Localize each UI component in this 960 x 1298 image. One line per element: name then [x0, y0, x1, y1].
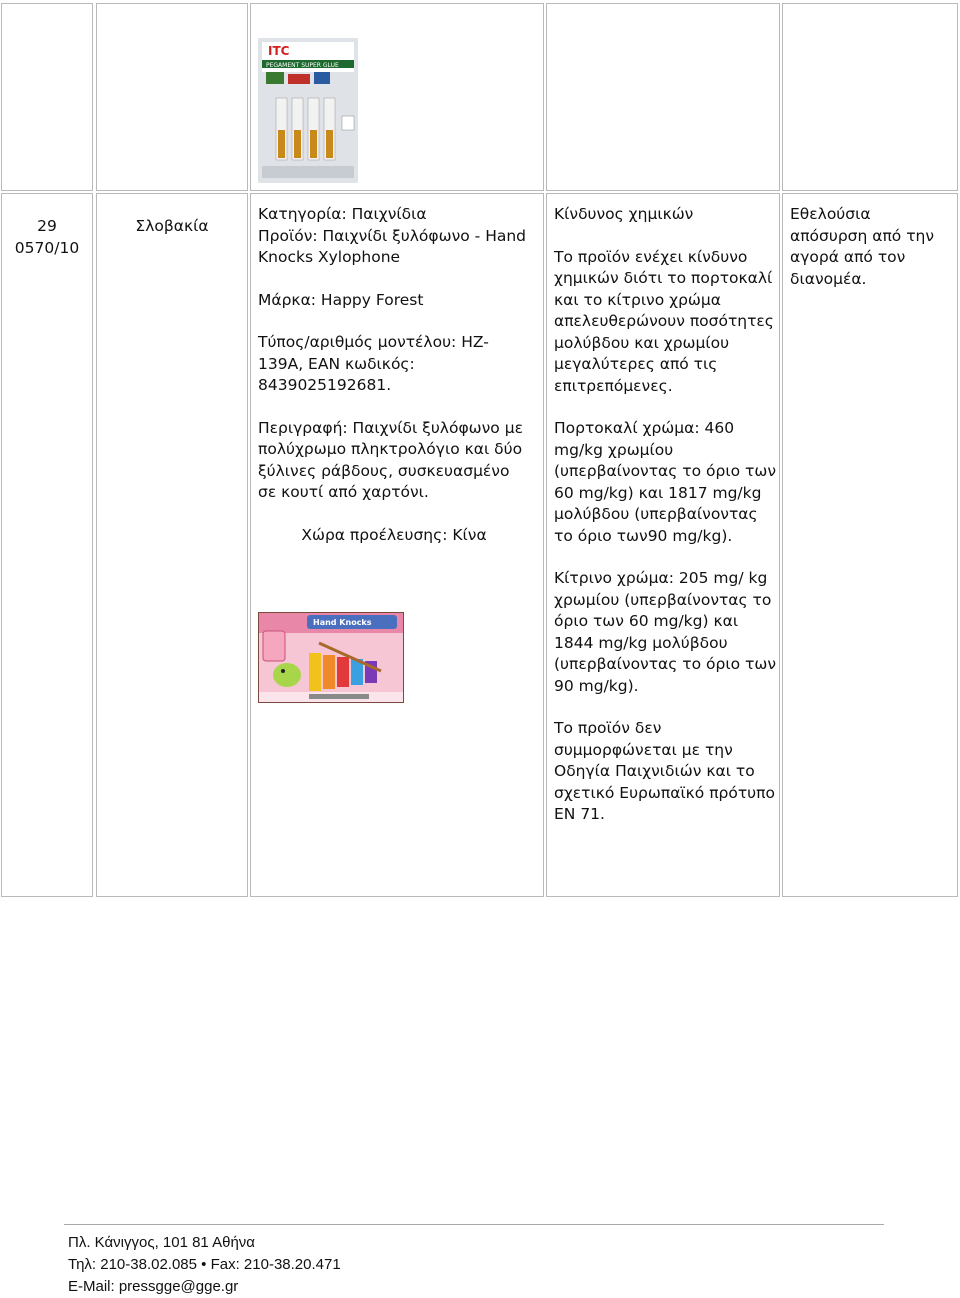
measures-text: Εθελούσια απόσυρση από την αγορά από τον διανομέα. — [790, 205, 935, 288]
country-name: Σλοβακία — [135, 217, 209, 235]
product-details — [258, 204, 530, 546]
xylophone-label-text: Hand Knocks — [313, 618, 372, 627]
top-row-cell-5 — [782, 3, 958, 191]
footer-divider — [64, 1224, 884, 1225]
risk-reason: Το προϊόν ενέχει κίνδυνο χημικών διότι το πορτοκαλί και το κίτρινο χρώμα απελευθερώνουν ποσότητες μολύβδου και χρωμίου μεγαλύτερες από τις επιτρεπόμενες. — [554, 247, 774, 395]
measures-cell — [782, 193, 958, 897]
footer-address: Πλ. Κάνιγγος, 101 81 Αθήνα — [68, 1234, 255, 1251]
product-category: Κατηγορία: Παιχνίδια — [258, 205, 427, 223]
country-block — [96, 216, 248, 238]
glue-brand-text: ITC — [268, 44, 290, 58]
measures-details — [790, 204, 950, 290]
entry-code: 0570/10 — [14, 238, 80, 257]
glue-product-image — [258, 38, 358, 183]
product-brand: Μάρκα: Happy Forest — [258, 290, 424, 309]
glue-label-text: PEGAMENT SUPER GLUE — [266, 62, 339, 69]
country-cell — [96, 193, 248, 897]
entry-number: 29 — [37, 217, 57, 235]
footer-email[interactable]: E-Mail: pressgge@gge.gr — [68, 1278, 239, 1295]
risk-yellow-values: Κίτρινο χρώμα: 205 mg/ kg χρωμίου (υπερβαίνοντας το όριο των 60 mg/kg) και 1844 mg/kg μολύβδου (υπερβαίνοντας το όριο των 90 mg/kg). — [554, 569, 776, 695]
entry-number-cell — [1, 193, 93, 897]
entry-number-block — [1, 216, 93, 259]
risk-title: Κίνδυνος χημικών — [554, 205, 694, 223]
top-row-cell-4 — [546, 3, 780, 191]
risk-compliance: Το προϊόν δεν συμμορφώνεται με την Οδηγία Παιχνιδιών και το σχετικό Ευρωπαϊκό πρότυπο EN 71. — [554, 719, 775, 823]
product-origin: Χώρα προέλευσης: Κίνα — [301, 525, 487, 544]
top-row-cell-2 — [96, 3, 248, 191]
product-model: Τύπος/αριθμός μοντέλου: HZ-139A, EAN κωδικός: 8439025192681. — [258, 333, 489, 394]
product-name: Προϊόν: Παιχνίδι ξυλόφωνο - Hand Knocks Xylophone — [258, 226, 527, 266]
risk-orange-values: Πορτοκαλί χρώμα: 460 mg/kg χρωμίου (υπερβαίνοντας το όριο των 60 mg/kg) και 1817 mg/kg μολύβδου (υπερβαίνοντας το όριο των90 mg/kg). — [554, 419, 776, 545]
footer-contact — [68, 1232, 341, 1298]
product-description: Περιγραφή: Παιχνίδι ξυλόφωνο με πολύχρωμο πληκτρολόγιο και δύο ξύλινες ράβδους, συσκευασμένο σε κουτί από χαρτόνι. — [258, 418, 523, 501]
risk-details — [554, 204, 776, 826]
footer-phone: Τηλ: 210-38.02.085 • Fax: 210-38.20.471 — [68, 1256, 341, 1273]
top-row-cell-1 — [1, 3, 93, 191]
xylophone-product-image — [258, 612, 404, 703]
